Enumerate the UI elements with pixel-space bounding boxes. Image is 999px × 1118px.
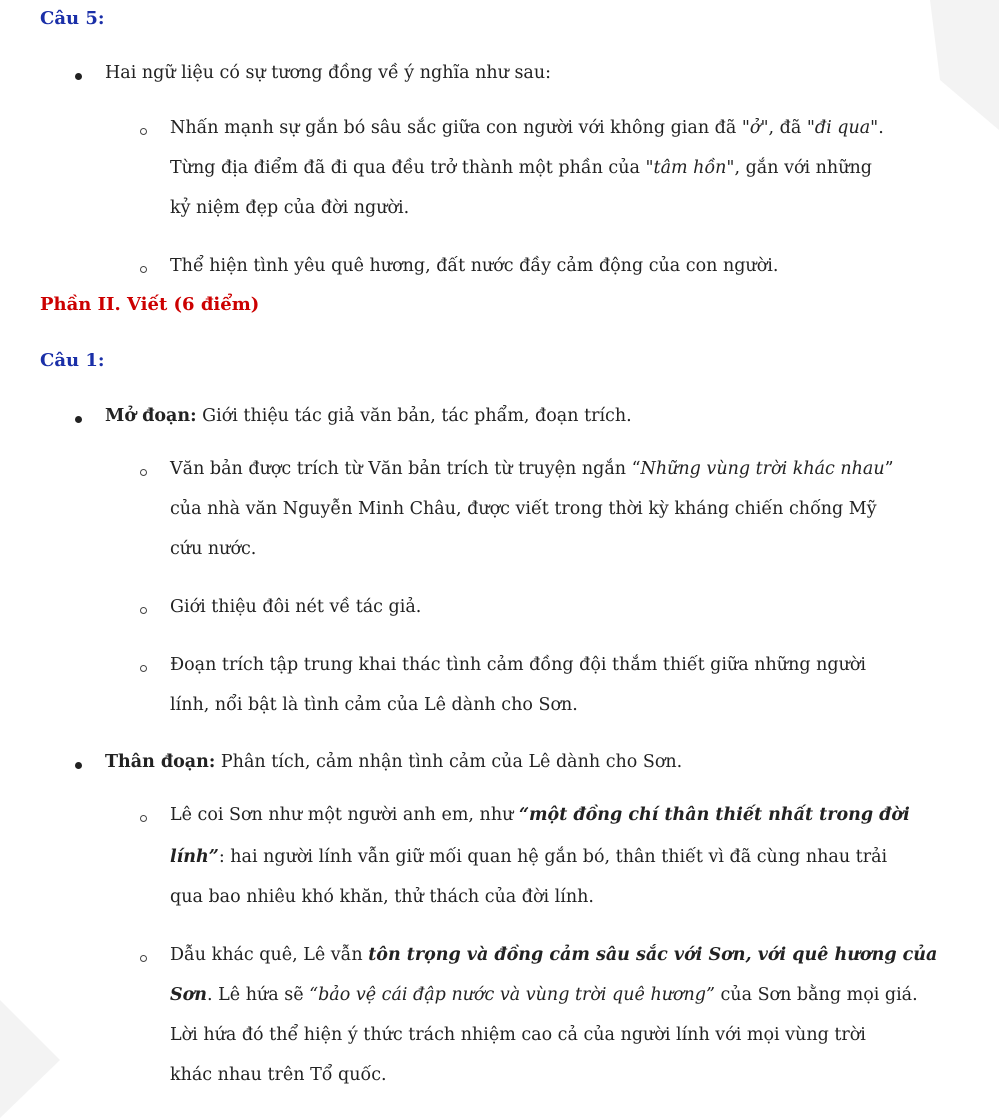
q5-sub1-line1: Nhấn mạnh sự gắn bó sâu sắc giữa con người với không gian đã "ở", đã "đi qua". [170, 118, 884, 138]
sub-bullet-circle [140, 607, 147, 614]
question-1-heading: Câu 1: [40, 350, 105, 371]
bullet-dot [75, 73, 82, 80]
sub-bullet-circle [140, 665, 147, 672]
than-s2-line3: Lời hứa đó thể hiện ý thức trách nhiệm cao cả của người lính với mọi vùng trời [170, 1025, 866, 1045]
mo-s3-line2: lính, nổi bật là tình cảm của Lê dành cho Sơn. [170, 695, 578, 715]
sub-bullet-circle [140, 955, 147, 962]
part-2-heading: Phần II. Viết (6 điểm) [40, 294, 260, 315]
than-s1-line2: lính”: hai người lính vẫn giữ mối quan hệ gắn bó, thân thiết vì đã cùng nhau trải [170, 847, 888, 867]
than-s2-line4: khác nhau trên Tổ quốc. [170, 1065, 387, 1085]
mo-doan-line: Mở đoạn: Giới thiệu tác giả văn bản, tác phẩm, đoạn trích. [105, 406, 632, 426]
mo-s1-line2: của nhà văn Nguyễn Minh Châu, được viết trong thời kỳ kháng chiến chống Mỹ [170, 499, 877, 519]
sub-bullet-circle [140, 266, 147, 273]
mo-s3-line1: Đoạn trích tập trung khai thác tình cảm đồng đội thắm thiết giữa những người [170, 655, 866, 675]
sub-bullet-circle [140, 128, 147, 135]
q5-sub2: Thể hiện tình yêu quê hương, đất nước đầy cảm động của con người. [170, 256, 779, 276]
question-5-heading: Câu 5: [40, 8, 105, 29]
mo-s2: Giới thiệu đôi nét về tác giả. [170, 597, 422, 617]
mo-s1-line1: Văn bản được trích từ Văn bản trích từ truyện ngắn “Những vùng trời khác nhau” [170, 459, 894, 479]
than-s1-line1: Lê coi Sơn như một người anh em, như “một đồng chí thân thiết nhất trong đời [170, 805, 910, 825]
sub-bullet-circle [140, 469, 147, 476]
than-s1-line3: qua bao nhiêu khó khăn, thử thách của đời lính. [170, 887, 594, 907]
q5-intro: Hai ngữ liệu có sự tương đồng về ý nghĩa như sau: [105, 63, 552, 83]
than-doan-line: Thân đoạn: Phân tích, cảm nhận tình cảm của Lê dành cho Sơn. [105, 752, 683, 772]
than-s2-line2: Sơn. Lê hứa sẽ “bảo vệ cái đập nước và vùng trời quê hương” của Sơn bằng mọi giá. [170, 985, 918, 1005]
q5-sub1-line3: kỷ niệm đẹp của đời người. [170, 198, 410, 218]
bullet-dot [75, 762, 82, 769]
sub-bullet-circle [140, 815, 147, 822]
mo-s1-line3: cứu nước. [170, 539, 257, 559]
than-s2-line1: Dẫu khác quê, Lê vẫn tôn trọng và đồng cảm sâu sắc với Sơn, với quê hương của [170, 945, 938, 965]
q5-sub1-line2: Từng địa điểm đã đi qua đều trở thành một phần của "tâm hồn", gắn với những [170, 158, 872, 178]
bullet-dot [75, 416, 82, 423]
